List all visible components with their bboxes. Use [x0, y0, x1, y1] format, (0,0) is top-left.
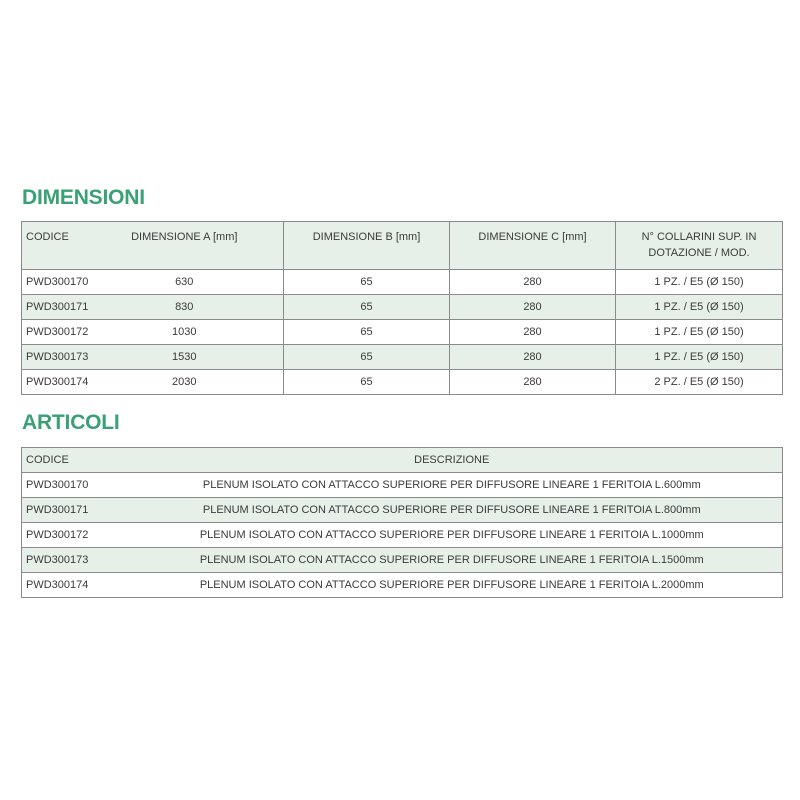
cell-codice: PWD300172 [22, 320, 122, 345]
table-row [22, 320, 783, 345]
dimensioni-title: DIMENSIONI [22, 186, 145, 209]
cell-dimensione-b: 65 [284, 320, 450, 345]
cell-dimensione-a: 2030 [122, 370, 284, 395]
cell-codice: PWD300170 [22, 473, 122, 498]
cell-collarini: 1 PZ. / E5 (Ø 150) [616, 295, 783, 320]
header-dimensione-c: DIMENSIONE C [mm] [450, 222, 616, 270]
table-row [22, 345, 783, 370]
header-dimensione-a: DIMENSIONE A [mm] [122, 222, 284, 270]
cell-dimensione-c: 280 [450, 320, 616, 345]
table-row [22, 473, 783, 498]
cell-collarini: 1 PZ. / E5 (Ø 150) [616, 270, 783, 295]
cell-dimensione-c: 280 [450, 345, 616, 370]
cell-collarini: 1 PZ. / E5 (Ø 150) [616, 345, 783, 370]
cell-codice: PWD300173 [22, 345, 122, 370]
cell-dimensione-a: 630 [122, 270, 284, 295]
cell-dimensione-a: 1030 [122, 320, 284, 345]
table-row [22, 523, 783, 548]
cell-dimensione-a: 830 [122, 295, 284, 320]
header-collarini [616, 222, 783, 270]
cell-dimensione-b: 65 [284, 370, 450, 395]
cell-collarini: 2 PZ. / E5 (Ø 150) [616, 370, 783, 395]
cell-descrizione: PLENUM ISOLATO CON ATTACCO SUPERIORE PER DIFFUSORE LINEARE 1 FERITOIA L.2000mm [122, 573, 783, 598]
cell-dimensione-b: 65 [284, 270, 450, 295]
table-row [22, 295, 783, 320]
cell-codice: PWD300170 [22, 270, 122, 295]
table-row [22, 498, 783, 523]
cell-codice: PWD300173 [22, 548, 122, 573]
cell-codice: PWD300171 [22, 498, 122, 523]
cell-codice: PWD300172 [22, 523, 122, 548]
cell-dimensione-c: 280 [450, 270, 616, 295]
cell-collarini: 1 PZ. / E5 (Ø 150) [616, 320, 783, 345]
cell-dimensione-a: 1530 [122, 345, 284, 370]
table-row [22, 370, 783, 395]
dimensioni-header-row [22, 222, 783, 270]
cell-descrizione: PLENUM ISOLATO CON ATTACCO SUPERIORE PER DIFFUSORE LINEARE 1 FERITOIA L.800mm [122, 498, 783, 523]
table-row [22, 270, 783, 295]
dimensioni-table [21, 221, 783, 395]
articoli-table [21, 447, 783, 598]
cell-codice: PWD300171 [22, 295, 122, 320]
cell-dimensione-b: 65 [284, 295, 450, 320]
header-codice: CODICE [22, 448, 122, 473]
articoli-title: ARTICOLI [22, 411, 120, 434]
cell-descrizione: PLENUM ISOLATO CON ATTACCO SUPERIORE PER DIFFUSORE LINEARE 1 FERITOIA L.1000mm [122, 523, 783, 548]
cell-codice: PWD300174 [22, 370, 122, 395]
cell-dimensione-b: 65 [284, 345, 450, 370]
table-row [22, 548, 783, 573]
cell-dimensione-c: 280 [450, 295, 616, 320]
cell-dimensione-c: 280 [450, 370, 616, 395]
header-collarini-line2: DOTAZIONE / MOD. [648, 247, 750, 259]
cell-descrizione: PLENUM ISOLATO CON ATTACCO SUPERIORE PER DIFFUSORE LINEARE 1 FERITOIA L.600mm [122, 473, 783, 498]
articoli-header-row [22, 448, 783, 473]
cell-codice: PWD300174 [22, 573, 122, 598]
cell-descrizione: PLENUM ISOLATO CON ATTACCO SUPERIORE PER DIFFUSORE LINEARE 1 FERITOIA L.1500mm [122, 548, 783, 573]
header-dimensione-b: DIMENSIONE B [mm] [284, 222, 450, 270]
header-collarini-line1: N° COLLARINI SUP. IN [641, 231, 757, 243]
table-row [22, 573, 783, 598]
header-codice: CODICE [22, 222, 122, 270]
header-descrizione: DESCRIZIONE [122, 448, 783, 473]
